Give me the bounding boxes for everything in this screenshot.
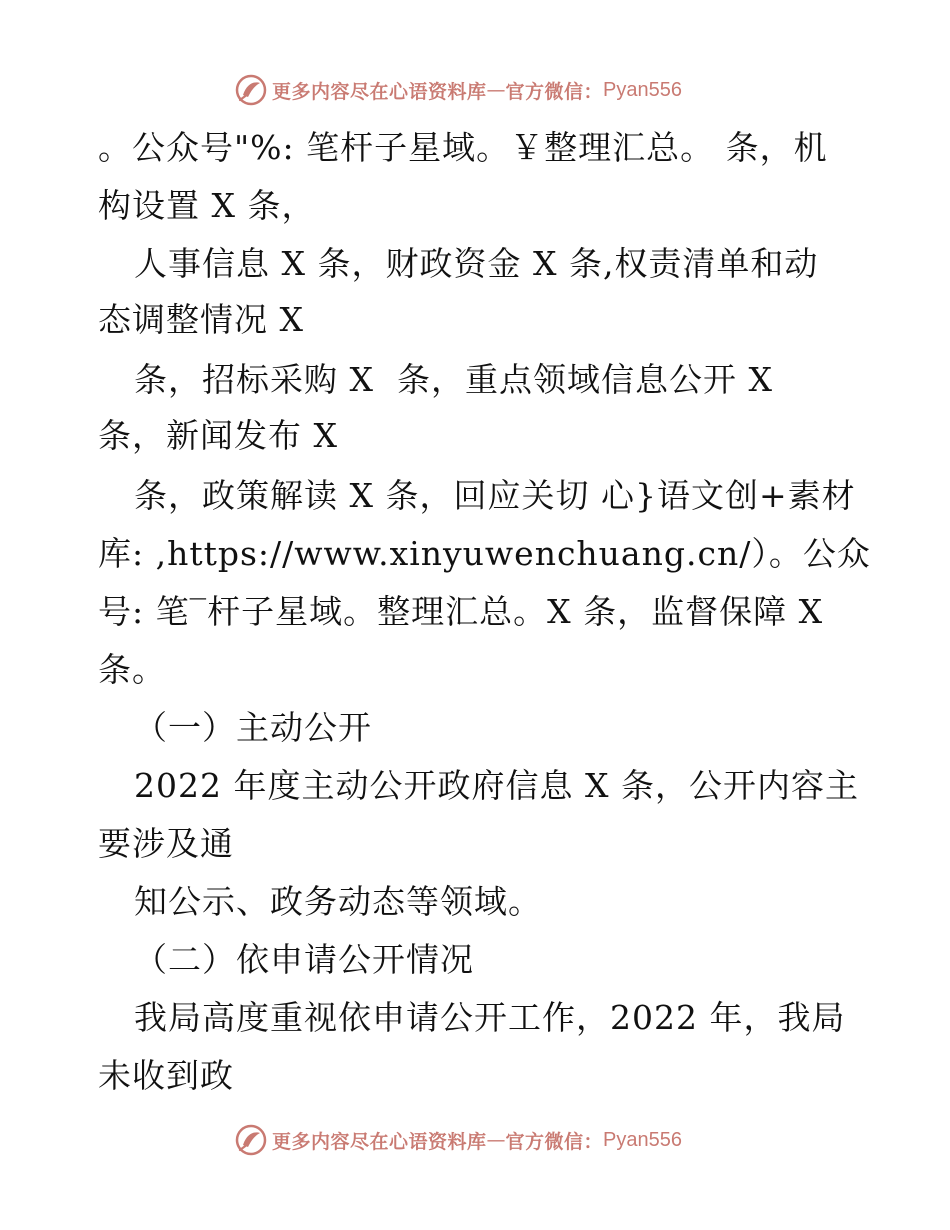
body-line: 我局高度重视依申请公开工作，2022 年，我局 — [134, 998, 846, 1037]
section-heading: （一）主动公开 — [134, 708, 372, 747]
watermark-channel-text: 官方微信： — [505, 80, 604, 103]
body-line: 条，政策解读 X 条，回应关切 心}语文创+素材 — [134, 476, 856, 515]
body-line: 人事信息 X 条，财政资金 X 条,权责清单和动 — [134, 244, 819, 283]
body-line: 态调整情况 X — [98, 300, 304, 339]
body-line: 构设置 X 条， — [98, 186, 316, 225]
body-line: 要涉及通 — [98, 824, 234, 863]
body-line: 库: ,https://www.xinyuwenchuang.cn/）。公众 — [98, 534, 871, 573]
body-line: 2022 年度主动公开政府信息 X 条，公开内容主 — [134, 766, 859, 805]
pen-seal-icon — [234, 1123, 268, 1157]
body-line: 条。 — [98, 650, 166, 689]
footer-watermark — [0, 1120, 950, 1160]
section-heading: （二）依申请公开情况 — [134, 940, 474, 979]
body-line: 号: 笔‾杆子星域。整理汇总。X 条，监督保障 X — [98, 592, 824, 631]
body-line: 。公众号"%: 笔杆子星域。￥整理汇总。 条，机 — [98, 128, 828, 167]
body-line: 条，招标采购 X 条，重点领域信息公开 X — [134, 360, 773, 399]
header-watermark — [0, 70, 950, 110]
watermark-account: Pyan556 — [603, 1128, 682, 1151]
body-line: 未收到政 — [98, 1056, 234, 1095]
watermark-brand-text: 更多内容尽在心语资料库 — [272, 1130, 487, 1153]
watermark-brand-text: 更多内容尽在心语资料库 — [272, 80, 487, 103]
watermark-separator: — — [486, 79, 506, 101]
watermark-separator: — — [486, 1129, 506, 1151]
watermark-account: Pyan556 — [603, 78, 682, 101]
pen-seal-icon — [234, 73, 268, 107]
watermark-channel-text: 官方微信： — [505, 1130, 604, 1153]
body-line: 条，新闻发布 X — [98, 416, 338, 455]
body-line: 知公示、政务动态等领域。 — [134, 882, 542, 921]
